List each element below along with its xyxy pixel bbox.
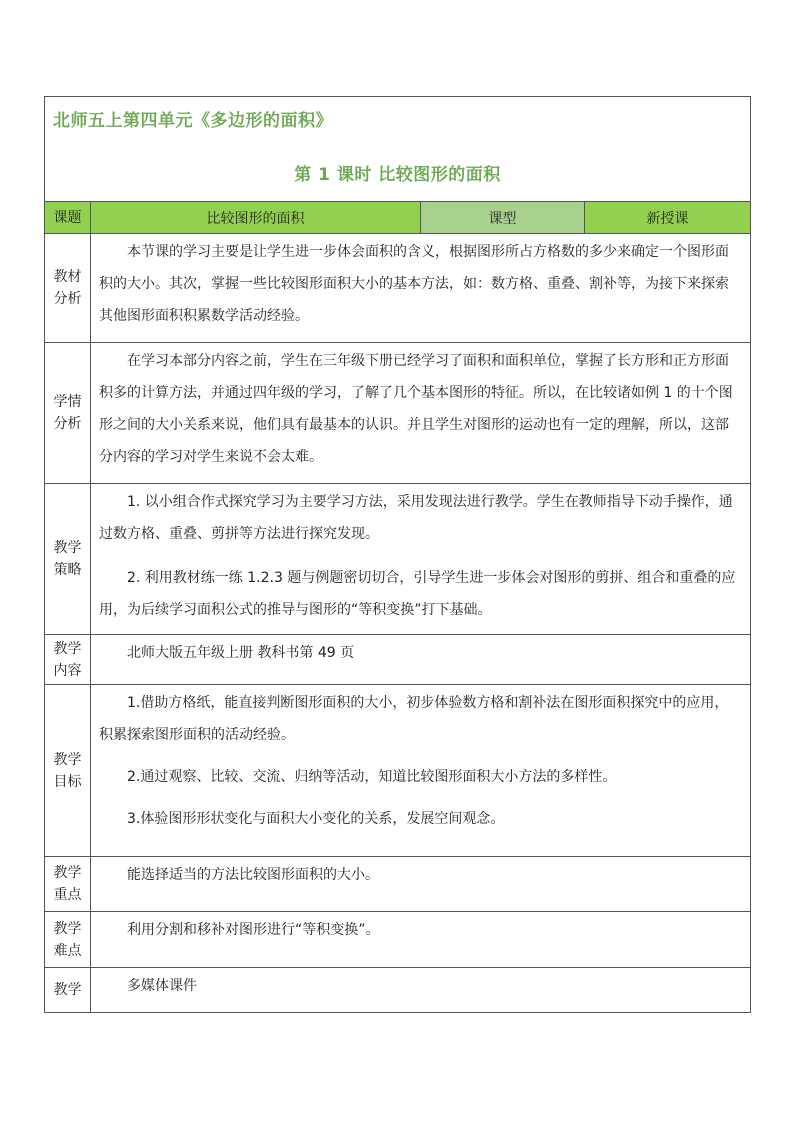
student-analysis-label xyxy=(45,343,91,484)
label-line: 学情 xyxy=(53,394,82,410)
label-line: 内容 xyxy=(53,662,82,679)
paragraph: 利用分割和移补对图形进行“等积变换”。 xyxy=(127,922,380,938)
student-analysis-row xyxy=(45,343,751,484)
student-analysis-content xyxy=(91,343,751,484)
label-line: 重点 xyxy=(53,887,82,903)
teaching-content-content xyxy=(91,635,751,685)
textbook-analysis-row xyxy=(45,234,751,343)
label-line: 教学 xyxy=(53,920,82,937)
teaching-content-label xyxy=(45,635,91,685)
paragraph: 1. 以小组合作式探究学习为主要学习方法，采用发现法进行教学。学生在教师指导下动手操作，通过数方格、重叠、剪拼等方法进行探究发现。 xyxy=(99,494,733,542)
label-line: 分析 xyxy=(53,416,82,432)
lesson-title: 第 1 课时 比较图形的面积 xyxy=(294,165,501,185)
topic-value: 比较图形的面积 xyxy=(91,202,421,234)
key-points-label xyxy=(45,857,91,912)
label-line: 分析 xyxy=(53,291,82,307)
paragraph: 2.通过观察、比较、交流、归纳等活动，知道比较图形面积大小方法的多样性。 xyxy=(127,769,617,785)
teaching-aids-row xyxy=(45,968,751,1013)
title-row xyxy=(45,97,751,202)
textbook-analysis-label xyxy=(45,234,91,343)
teaching-strategy-label xyxy=(45,484,91,635)
key-points-content xyxy=(91,857,751,912)
paragraph: 1.借助方格纸，能直接判断图形面积的大小，初步体验数方格和割补法在图形面积探究中的应用，积累探索图形面积的活动经验。 xyxy=(99,695,729,743)
label-line: 教学 xyxy=(53,982,82,998)
teaching-content-row xyxy=(45,635,751,685)
teaching-goals-label xyxy=(45,685,91,857)
paragraph: 能选择适当的方法比较图形面积的大小。 xyxy=(127,867,379,883)
paragraph: 多媒体课件 xyxy=(127,978,197,994)
label-line: 教学 xyxy=(53,640,82,657)
difficulties-row xyxy=(45,912,751,968)
teaching-strategy-content xyxy=(91,484,751,635)
topic-label: 课题 xyxy=(45,202,91,234)
unit-title: 北师五上第四单元《多边形的面积》 xyxy=(53,111,333,131)
label-line: 教学 xyxy=(53,751,82,768)
difficulties-content xyxy=(91,912,751,968)
label-line: 难点 xyxy=(53,942,82,959)
paragraph: 本节课的学习主要是让学生进一步体会面积的含义，根据图形所占方格数的多少来确定一个图形面积的大小。其次，掌握一些比较图形面积大小的基本方法，如：数方格、重叠、割补等，为接下来探索其他图形面积积累数学活动经验。 xyxy=(99,244,729,324)
paragraph: 在学习本部分内容之前，学生在三年级下册已经学习了面积和面积单位，掌握了长方形和正方形面积多的计算方法，并通过四年级的学习，了解了几个基本图形的特征。所以，在比较诸如例 1 的十个图形之间的大小关系来说，他们具有最基本的认识。并且学生对图形的运动也有一定的理解，所以，这部分内容的学习对学生来说不会太难。 xyxy=(99,353,733,465)
lesson-plan-table xyxy=(44,96,751,1013)
paragraph: 2. 利用教材练一练 1.2.3 题与例题密切切合，引导学生进一步体会对图形的剪拼、组合和重叠的应用，为后续学习面积公式的推导与图形的“等积变换”打下基础。 xyxy=(99,570,736,618)
label-line: 教学 xyxy=(53,865,82,881)
paragraph: 北师大版五年级上册 教科书第 49 页 xyxy=(127,645,355,661)
key-points-row xyxy=(45,857,751,912)
title-cell xyxy=(45,97,751,202)
teaching-goals-content xyxy=(91,685,751,857)
teaching-strategy-row xyxy=(45,484,751,635)
teaching-aids-content xyxy=(91,968,751,1013)
label-line: 目标 xyxy=(53,773,82,790)
textbook-analysis-content xyxy=(91,234,751,343)
topic-header-row xyxy=(45,202,751,234)
difficulties-label xyxy=(45,912,91,968)
label-line: 教学 xyxy=(53,540,82,556)
label-line: 教材 xyxy=(53,269,82,285)
label-line: 策略 xyxy=(53,562,82,578)
lesson-type-value: 新授课 xyxy=(585,202,751,234)
teaching-goals-row xyxy=(45,685,751,857)
teaching-aids-label xyxy=(45,968,91,1013)
lesson-type-label: 课型 xyxy=(421,202,585,234)
paragraph: 3.体验图形形状变化与面积大小变化的关系，发展空间观念。 xyxy=(127,811,505,827)
